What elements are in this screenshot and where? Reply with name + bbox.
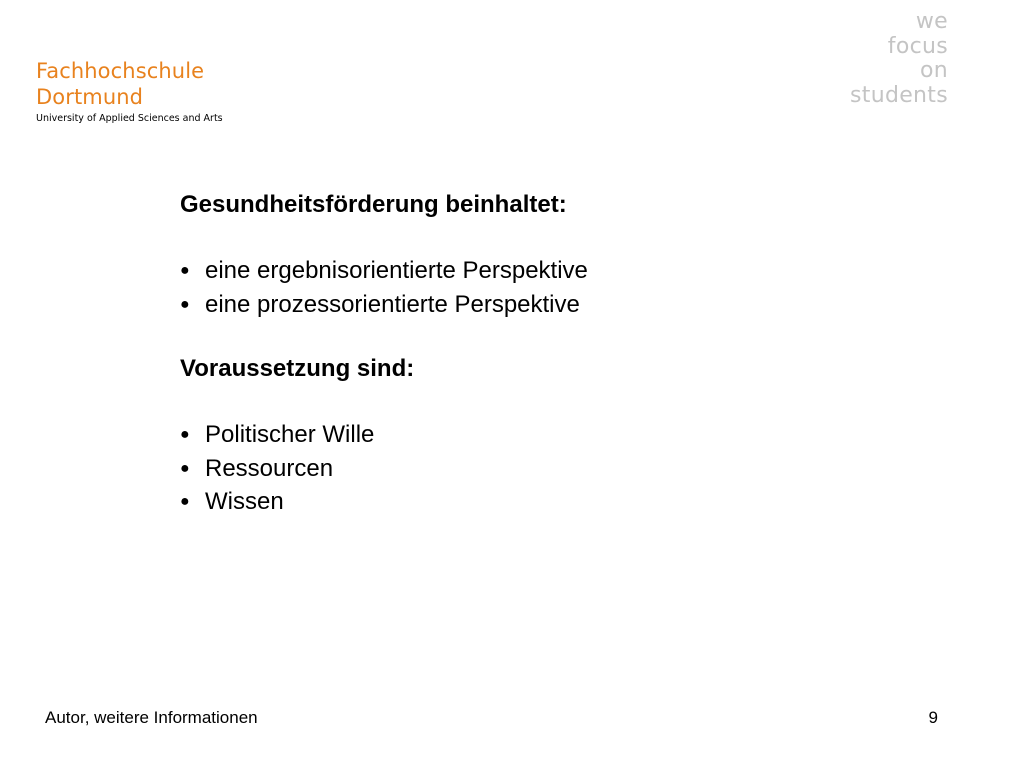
bullet-icon: ● bbox=[180, 262, 190, 279]
list-item-text: eine ergebnisorientierte Perspektive bbox=[205, 257, 588, 284]
slogan-line: focus bbox=[887, 33, 948, 59]
bullet-icon: ● bbox=[180, 459, 190, 477]
university-logo bbox=[36, 58, 256, 126]
slogan bbox=[850, 10, 948, 108]
list-prerequisites bbox=[180, 418, 940, 519]
list-item bbox=[180, 485, 940, 519]
page-number: 9 bbox=[928, 708, 938, 727]
list-perspectives bbox=[180, 254, 940, 321]
list-item bbox=[180, 288, 940, 322]
logo-subtitle: University of Applied Sciences and Arts bbox=[36, 113, 223, 124]
list-item-text: Politischer Wille bbox=[205, 421, 375, 448]
footer-author: Autor, weitere Informationen bbox=[45, 708, 258, 727]
list-item-text: eine prozessorientierte Perspektive bbox=[205, 290, 580, 318]
list-item-text: Ressourcen bbox=[205, 454, 334, 482]
heading-health-promotion: Gesundheitsförderung beinhaltet: bbox=[180, 191, 567, 218]
logo-line-1: Fachhochschule bbox=[36, 59, 205, 83]
slogan-line: we bbox=[915, 9, 948, 34]
bullet-icon: ● bbox=[180, 426, 190, 443]
list-item-text: Wissen bbox=[205, 488, 284, 515]
bullet-icon: ● bbox=[180, 493, 190, 510]
slogan-line: on bbox=[919, 58, 948, 83]
logo-line-2: Dortmund bbox=[36, 85, 144, 109]
list-item bbox=[180, 254, 940, 288]
list-item bbox=[180, 418, 940, 452]
list-item bbox=[180, 452, 940, 486]
slogan-line: students bbox=[850, 82, 948, 108]
heading-prerequisites: Voraussetzung sind: bbox=[180, 355, 415, 382]
bullet-icon: ● bbox=[180, 295, 190, 313]
slide-content bbox=[180, 188, 940, 519]
